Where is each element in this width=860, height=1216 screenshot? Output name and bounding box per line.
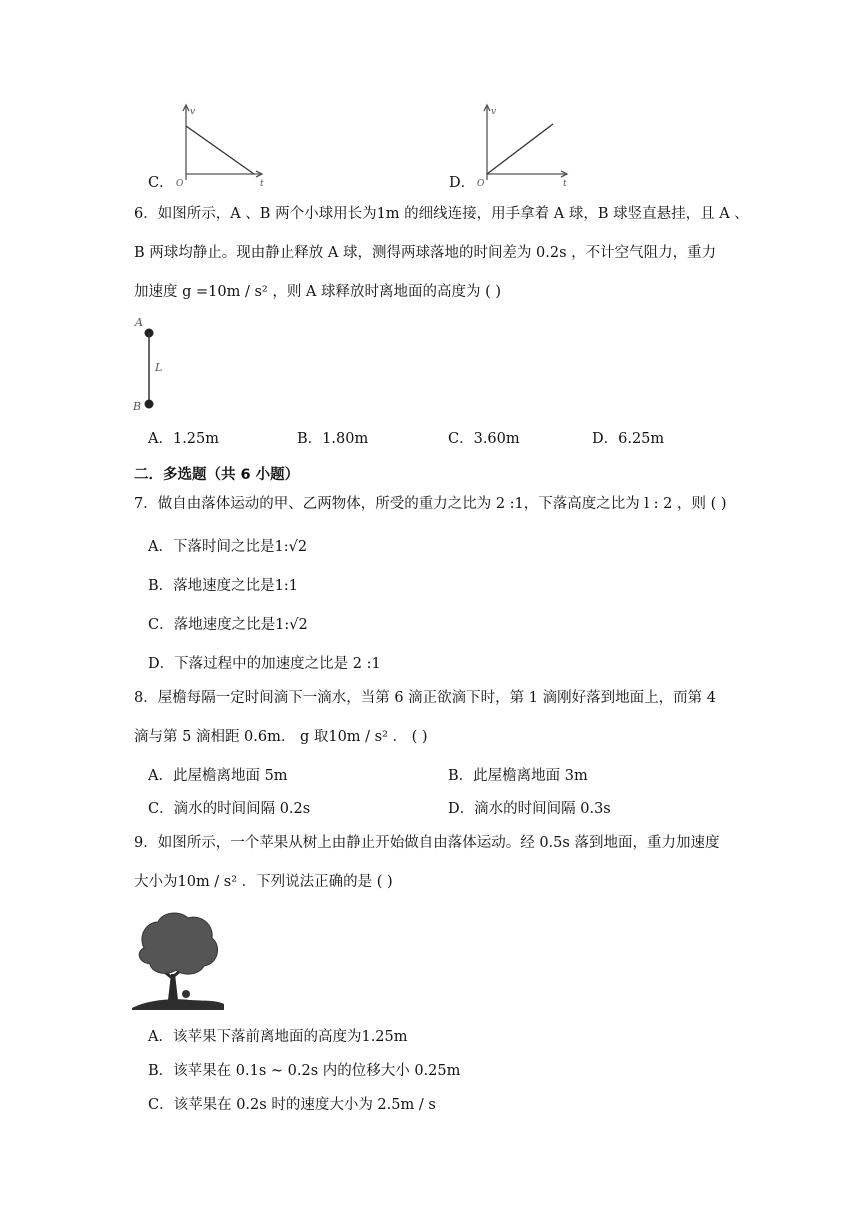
v-axis-label: v — [491, 107, 497, 117]
option-a: A．下落时间之比是1:√2 — [148, 539, 308, 555]
tree-apple-figure — [130, 908, 226, 1012]
ball-b — [145, 400, 154, 409]
option-b: B．落地速度之比是1:1 — [148, 578, 298, 594]
option-d: D．滴水的时间间隔 0.3s — [448, 801, 611, 817]
option-a: A．1.25m — [148, 431, 220, 447]
ab-balls-figure — [132, 316, 182, 416]
velocity-line — [186, 126, 254, 174]
option-label: D． — [449, 175, 476, 191]
option-c: C．该苹果在 0.2s 时的速度大小为 2.5m / s — [148, 1097, 436, 1113]
option-b: B．1.80m — [297, 431, 369, 447]
ball-b-label: B — [133, 400, 142, 413]
option-label: C． — [148, 175, 174, 191]
option-b: B．该苹果在 0.1s ~ 0.2s 内的位移大小 0.25m — [148, 1063, 461, 1079]
question-text: 大小为10m / s² ．下列说法正确的是 ( ) — [134, 874, 393, 890]
origin-label: O — [477, 179, 485, 189]
question-text: 8．屋檐每隔一定时间滴下一滴水，当第 6 滴正欲滴下时，第 1 滴刚好落到地面上，而第 4 — [134, 690, 716, 706]
section-heading: 二．多选题（共 6 小题） — [134, 467, 300, 483]
t-axis-label: t — [260, 179, 264, 189]
option-c: C．3.60m — [448, 431, 520, 447]
tree-canopy — [139, 913, 217, 974]
option-d: D．6.25m — [592, 431, 665, 447]
option-c: C．滴水的时间间隔 0.2s — [148, 801, 311, 817]
tree-trunk — [168, 974, 178, 1000]
v-axis-label: v — [190, 107, 196, 117]
ground — [132, 999, 224, 1010]
t-axis-label: t — [563, 179, 567, 189]
option-a: A．此屋檐离地面 5m — [148, 768, 288, 784]
option-c: C．落地速度之比是1:√2 — [148, 617, 308, 633]
question-text: 7．做自由落体运动的甲、乙两物体，所受的重力之比为 2 :1，下落高度之比为 l : 2 ，则 ( ) — [134, 496, 727, 512]
apple — [182, 990, 190, 998]
question-text: 加速度 g =10m / s² ，则 A 球释放时离地面的高度为 ( ) — [134, 284, 502, 300]
origin-label: O — [176, 179, 184, 189]
option-b: B．此屋檐离地面 3m — [448, 768, 588, 784]
length-label: L — [155, 361, 163, 374]
vt-graph-decreasing — [176, 102, 266, 192]
velocity-line — [487, 124, 553, 174]
question-text: 滴与第 5 滴相距 0.6m． g 取10m / s² ． ( ) — [134, 729, 428, 745]
option-a: A．该苹果下落前离地面的高度为1.25m — [148, 1029, 408, 1045]
question-text: B 两球均静止。现由静止释放 A 球，测得两球落地的时间差为 0.2s ，不计空气阻力，重力 — [134, 245, 717, 261]
question-text: 6．如图所示，A 、B 两个小球用长为1m 的细线连接，用手拿着 A 球，B 球竖直悬挂，且 A 、 — [134, 206, 749, 222]
option-d: D．下落过程中的加速度之比是 2 :1 — [148, 656, 381, 672]
question-text: 9．如图所示，一个苹果从树上由静止开始做自由落体运动。经 0.5s 落到地面，重力加速度 — [134, 835, 720, 851]
vt-graph-increasing — [477, 102, 577, 192]
ball-a-label: A — [135, 316, 143, 329]
